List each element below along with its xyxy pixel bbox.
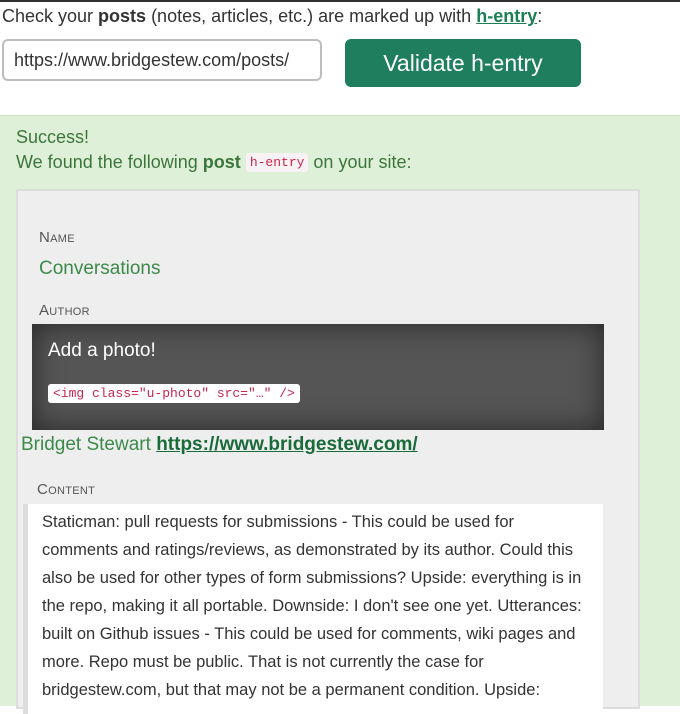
instruction-suffix: : (537, 6, 543, 26)
content-box (23, 504, 603, 714)
h-entry-link[interactable]: h-entry (476, 6, 538, 26)
instruction-middle: (notes, articles, etc.) are marked up with (146, 6, 477, 26)
instruction-bold: posts (98, 6, 147, 26)
author-label: Author (39, 302, 90, 319)
found-suffix: on your site: (308, 152, 412, 172)
author-line (21, 434, 418, 456)
validate-button[interactable]: Validate h-entry (345, 39, 581, 87)
author-name: Bridget Stewart (21, 434, 151, 455)
photo-code-snippet: <img class="u-photo" src="…" /> (48, 384, 300, 403)
content-label: Content (37, 481, 96, 498)
content-text: Staticman: pull requests for submissions - This could be used for comments and ratings/reviews, as demonstrated by its author. Could this also be used for other types of form submissions? Upside: everything is in the repo, making it all portable. Downside: I don't see one yet. Utterances: built on Github issues - This could be used for comments, wiki pages and more. Repo must be public. That is not currently the case for bridgestew.com, but that may not be a permanent condition. Upside: (42, 513, 582, 699)
instruction-prefix: Check your (2, 6, 99, 26)
author-url-link[interactable]: https://www.bridgestew.com/ (156, 434, 418, 455)
found-message (16, 152, 411, 173)
photo-placeholder-title: Add a photo! (48, 340, 156, 361)
top-border (0, 0, 680, 2)
name-value: Conversations (39, 258, 161, 279)
url-input[interactable] (2, 39, 322, 81)
author-photo-placeholder (32, 324, 604, 430)
name-label: Name (39, 229, 75, 246)
found-prefix: We found the following (16, 152, 203, 172)
instruction-text (2, 6, 542, 27)
h-entry-tag: h-entry (246, 153, 309, 172)
success-title: Success! (16, 127, 90, 147)
success-panel (0, 115, 680, 706)
found-bold: post (202, 152, 241, 172)
